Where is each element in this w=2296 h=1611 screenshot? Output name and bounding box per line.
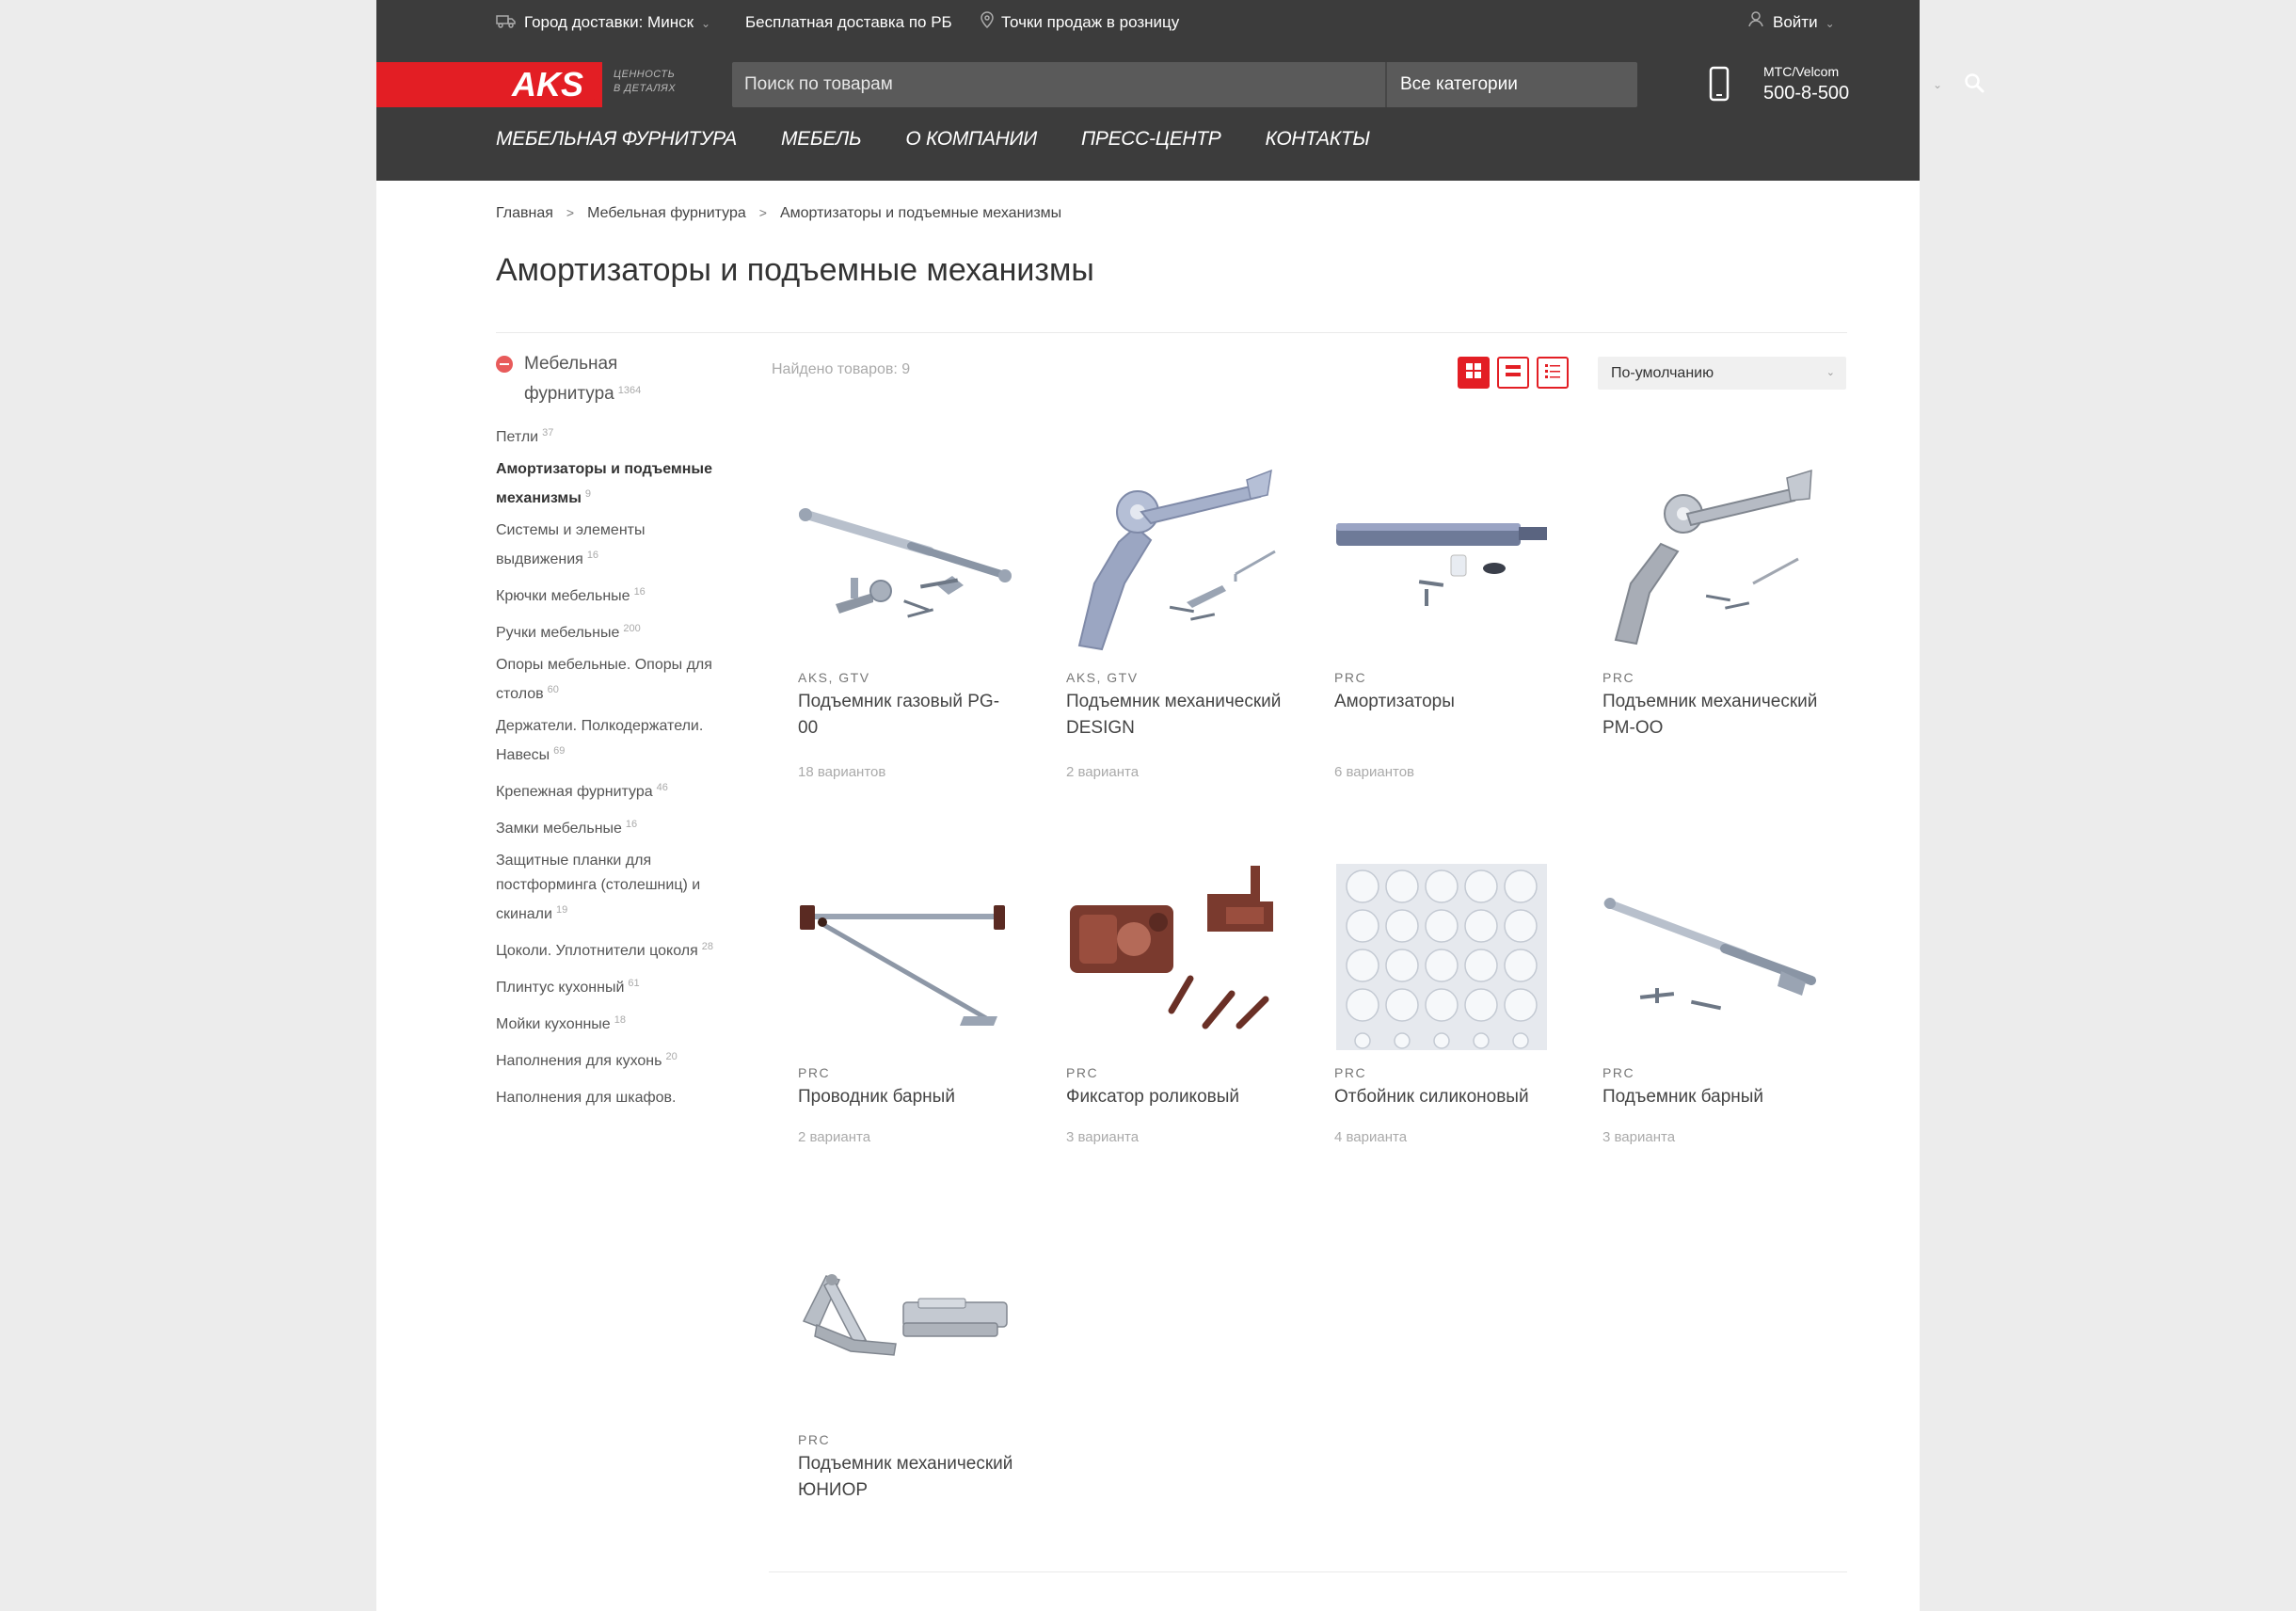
sidebar-item-count: 61 [628,978,640,989]
sidebar-item[interactable] [496,421,729,450]
sidebar-item-label: Системы и элементы выдвижения [496,522,646,567]
sidebar-item-label: Амортизаторы и подъемные механизмы [496,461,712,506]
product-brand: PRC [1602,1065,1635,1080]
phone-operator: МТС/Velcom [1763,64,1840,79]
sidebar-item-label: Плинтус кухонный [496,980,625,996]
search-input[interactable] [732,62,1385,107]
sidebar-item-label: Защитные планки для постформинга (столешниц) и скинали [496,853,701,922]
category-select[interactable]: Все категории [1400,74,1518,94]
sidebar-item[interactable] [496,812,729,841]
product-name[interactable]: Подъемник газовый PG-00 [798,692,1000,738]
aks-logo[interactable] [495,62,606,107]
chevron-down-icon: ⌄ [1825,17,1835,30]
chevron-down-icon: ⌄ [1933,78,1943,91]
list-icon [1544,362,1561,384]
mechanical-lift-icon[interactable] [1066,461,1283,655]
product-brand: PRC [798,1065,831,1080]
chevron-right-icon: > [758,205,767,220]
product-brand: PRC [1602,670,1635,685]
sidebar-item-count: 28 [701,941,713,952]
product-brand: AKS, GTV [798,670,870,685]
product-variants: 2 варианта [1066,764,1140,780]
product-name[interactable]: Подъемник механический PM-OO [1602,692,1818,738]
product-variants: 3 варианта [1602,1129,1676,1145]
sidebar-item-count: 46 [656,782,668,793]
sidebar-item[interactable] [496,580,729,609]
sidebar-item[interactable] [496,849,729,927]
product-name[interactable]: Подъемник барный [1602,1087,1764,1107]
sidebar-item[interactable] [496,653,729,707]
truck-icon [496,1,517,46]
sidebar-item[interactable] [496,518,729,572]
view-grid-button[interactable] [1458,357,1490,389]
sort-label: По-умолчанию [1611,365,1714,381]
sidebar-item[interactable] [496,775,729,805]
top-bar [376,0,1920,45]
sidebar-item-label: Петли [496,429,539,445]
mechanical-lift-icon[interactable] [1602,461,1819,655]
sidebar-item[interactable] [496,714,729,768]
sidebar-parent-label: Мебельная фурнитура [524,354,618,404]
bar-stay-icon[interactable] [798,856,1014,1050]
sidebar-item-label: Замки мебельные [496,821,622,837]
product-variants: 6 вариантов [1334,764,1415,780]
nav-contacts[interactable]: КОНТАКТЫ [1265,128,1370,150]
view-list-button[interactable] [1537,357,1569,389]
sidebar-item-label: Мойки кухонные [496,1016,611,1032]
nav-furniture[interactable]: МЕБЕЛЬ [780,128,862,150]
sidebar-item-label: Держатели. Полкодержатели. Навесы [496,718,704,763]
logo-tagline [614,68,676,96]
sidebar-item[interactable] [496,1008,729,1037]
sidebar-item[interactable] [496,1045,729,1074]
divider [496,332,1847,333]
chevron-right-icon: > [566,205,575,220]
sidebar-item[interactable] [496,971,729,1000]
phone-icon [1709,66,1730,106]
sidebar-item-count: 18 [614,1014,626,1026]
delivery-city-label: Город доставки: Минск [524,13,694,31]
breadcrumb-current: Амортизаторы и подъемные механизмы [779,205,1062,221]
login-label: Войти [1773,13,1818,31]
sidebar-item-label: Наполнения для шкафов. [496,1090,677,1106]
sidebar-item-label: Крючки мебельные [496,588,630,604]
product-variants: 4 варианта [1334,1129,1408,1145]
chevron-down-icon: ⌄ [1826,367,1835,378]
product-name[interactable]: Фиксатор роликовый [1066,1087,1240,1107]
grid-icon [1465,362,1482,384]
nav-about[interactable]: О КОМПАНИИ [905,128,1037,150]
main-nav [496,128,1414,156]
free-delivery-link[interactable] [745,0,952,45]
sidebar-item-label: Крепежная фурнитура [496,784,653,800]
sidebar-item-count: 69 [553,745,566,757]
retail-points-link[interactable] [981,0,1179,45]
sidebar-item-count: 19 [555,904,568,916]
nav-furniture-hardware[interactable]: МЕБЕЛЬНАЯ ФУРНИТУРА [496,128,737,150]
breadcrumb [496,205,1061,222]
search-button[interactable] [1955,62,1993,107]
sidebar-parent-category[interactable] [496,350,729,407]
sidebar-item-count: 16 [633,586,646,598]
map-pin-icon [981,1,994,46]
sidebar-item[interactable] [496,934,729,964]
product-variants: 2 варианта [798,1129,871,1145]
product-name[interactable]: Подъемник механический DESIGN [1066,692,1282,738]
results-count: Найдено товаров: 9 [772,361,911,377]
sidebar-item-count: 20 [665,1051,678,1062]
user-icon [1746,1,1765,46]
product-brand: PRC [1066,1065,1099,1080]
product-brand: PRC [1334,1065,1367,1080]
product-name[interactable]: Проводник барный [798,1087,955,1107]
chevron-down-icon: ⌄ [701,17,711,30]
sidebar-item-count: 16 [625,819,638,830]
damper-icon[interactable] [1334,461,1551,655]
gas-lift-icon[interactable] [798,461,1014,655]
phone-number[interactable]: 500-8-500 [1763,83,1850,104]
product-name[interactable]: Амортизаторы [1334,692,1455,711]
free-delivery-label: Бесплатная доставка по РБ [745,13,952,31]
login-button[interactable] [1746,0,1835,45]
silicone-bumper-icon[interactable] [1334,856,1551,1050]
gas-lift-icon[interactable] [1602,856,1819,1050]
sort-select[interactable] [1598,357,1846,390]
tagline-line-2: В ДЕТАЛЯХ [614,83,677,94]
search-icon [1964,72,1985,98]
sidebar-subcategory-list [496,421,729,1110]
product-brand: PRC [798,1432,831,1447]
product-brand: PRC [1334,670,1367,685]
product-name[interactable]: Подъемник механический ЮНИОР [798,1454,1013,1500]
rows-icon [1505,362,1522,384]
breadcrumb-home[interactable]: Главная [496,205,553,221]
sidebar-item[interactable] [496,1081,729,1110]
divider [769,1571,1847,1572]
view-rows-button[interactable] [1497,357,1529,389]
category-sidebar [496,350,729,1118]
sidebar-item-count: 60 [547,684,559,695]
sidebar-item-count: 200 [623,623,641,634]
sidebar-parent-count: 1364 [617,385,642,396]
sidebar-item-count: 16 [586,550,599,561]
sidebar-item-label: Ручки мебельные [496,625,620,641]
page-title: Амортизаторы и подъемные механизмы [496,252,1094,288]
sidebar-item-active[interactable] [496,457,729,511]
sidebar-item-label: Опоры мебельные. Опоры для столов [496,657,712,702]
breadcrumb-furniture-hardware[interactable]: Мебельная фурнитура [587,205,746,221]
sidebar-item-count: 9 [584,488,591,500]
retail-points-label: Точки продаж в розницу [1001,13,1180,31]
page [376,0,1943,1611]
junior-lift-icon[interactable] [798,1223,1014,1417]
product-name[interactable]: Отбойник силиконовый [1334,1087,1529,1107]
delivery-city-selector[interactable] [496,0,710,45]
sidebar-item-label: Наполнения для кухонь [496,1053,662,1069]
tagline-line-1: ЦЕННОСТЬ [614,69,676,80]
logo-text: AKS [511,65,584,104]
site-header [376,0,1943,181]
collapse-minus-icon[interactable] [496,356,513,373]
search-divider [1385,62,1387,107]
sidebar-item-label: Цоколи. Уплотнители цоколя [496,943,698,959]
product-variants: 3 варианта [1066,1129,1140,1145]
product-variants: 18 вариантов [798,764,886,780]
sidebar-item-count: 37 [542,427,554,439]
product-brand: AKS, GTV [1066,670,1139,685]
nav-press-center[interactable]: ПРЕСС-ЦЕНТР [1080,128,1221,150]
roller-catch-icon[interactable] [1066,856,1283,1050]
sidebar-item[interactable] [496,616,729,646]
